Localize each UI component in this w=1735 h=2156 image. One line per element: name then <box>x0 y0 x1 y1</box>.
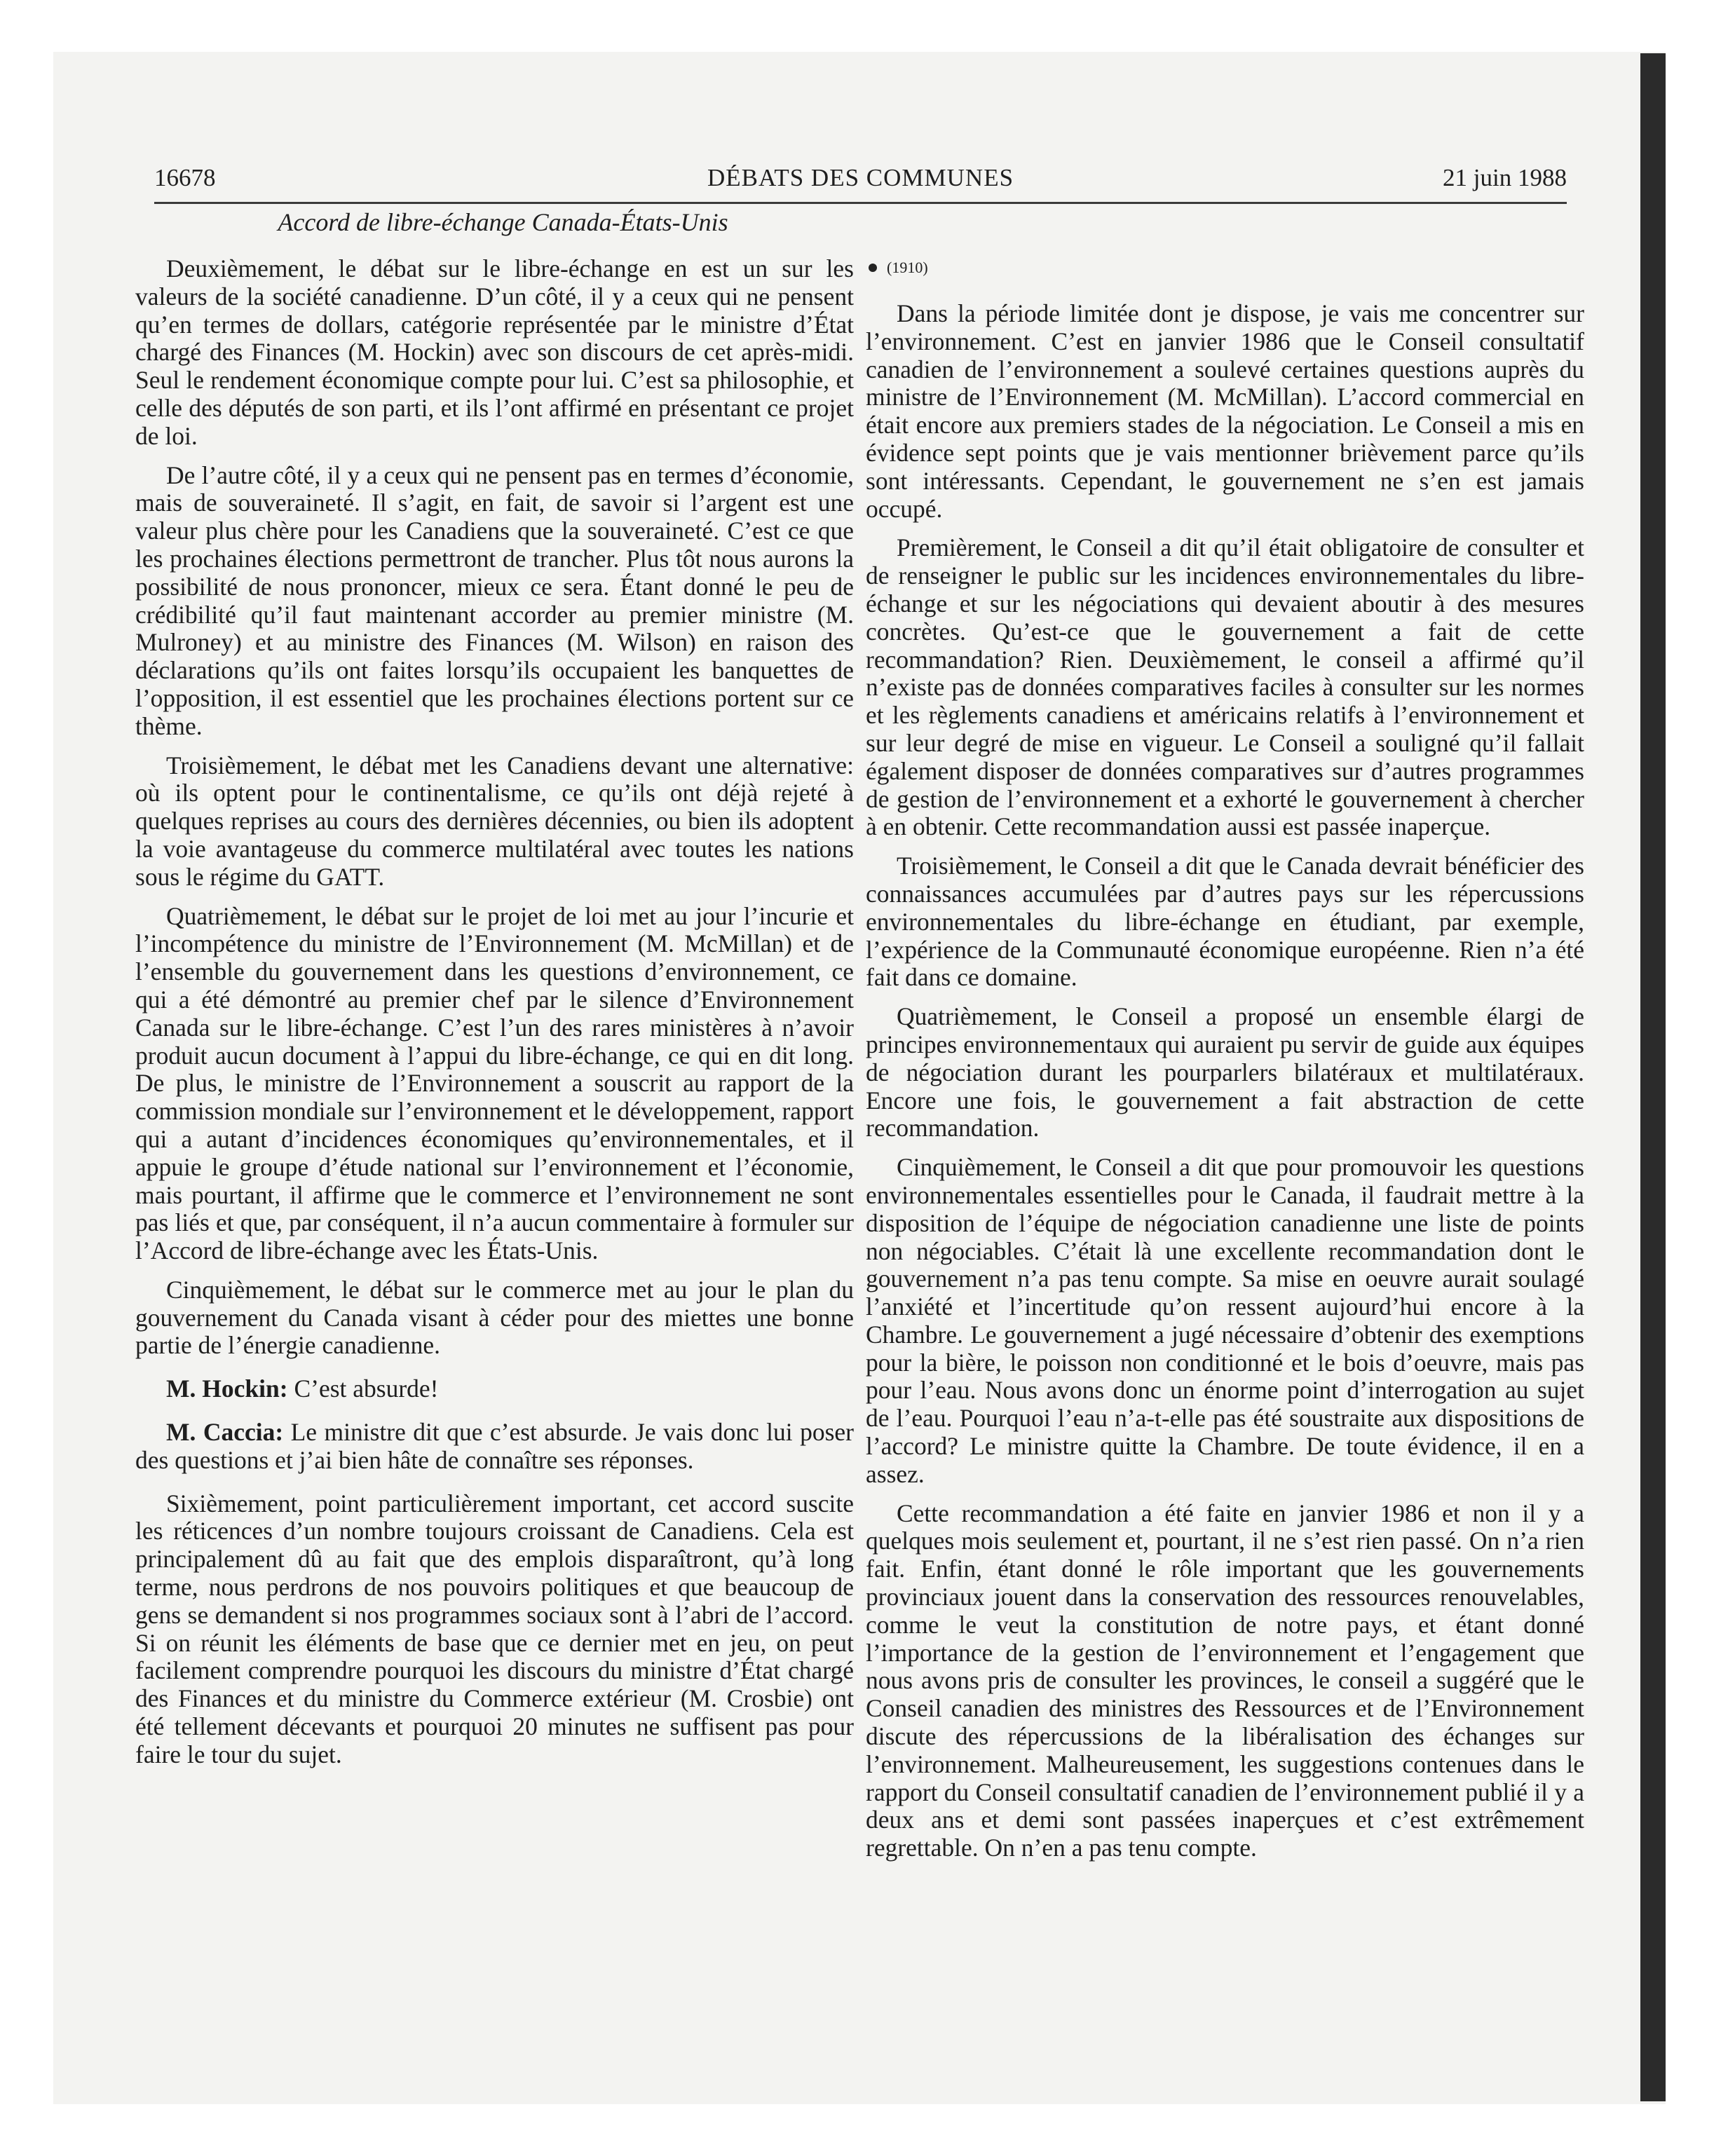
paragraph: Deuxièmement, le débat sur le libre-échange en est un sur les valeurs de la société canadienne. D’un côté, il y a ceux qui ne pensent qu’en termes de dollars, catégorie représentée par le ministre d’État chargé des Finances (M. Hockin) avec son discours de cet après-midi. Seul le rendement économique compte pour lui. C’est sa philosophie, et celle des députés de son parti, et ils l’ont affirmé en présentant ce projet de loi. <box>135 254 854 450</box>
journal-title: DÉBATS DES COMMUNES <box>707 164 1014 191</box>
paragraph: Cette recommandation a été faite en janvier 1986 et non il y a quelques mois seulement et, pourtant, il ne s’est rien passé. On n’a rien fait. Enfin, étant donné le rôle important que les gouvernements provinciaux jouent dans la conservation des ressources renouvelables, comme le veut la constitution de notre pays, et étant donné l’importance de la gestion de l’environnement et l’engagement que nous avons pris de consulter les provinces, le conseil a suggéré que le Conseil canadien des ministres des Ressources et de l’Environnement discute des répercussions de la libéralisation des échanges sur l’environnement. Malheureusement, les suggestions contenues dans le rapport du Conseil consultatif canadien de l’environnement publié il y a deux ans et demi sont passées inaperçues et c’est extrêmement regrettable. On n’en a pas tenu compte. <box>866 1499 1584 1862</box>
page-header <box>154 160 1567 204</box>
timestamp-marker <box>866 254 1584 282</box>
paragraph: De l’autre côté, il y a ceux qui ne pensent pas en termes d’économie, mais de souveraineté. Il s’agit, en fait, de savoir si l’argent est une valeur plus chère pour les Canadiens que la souveraineté. C’est ce que les prochaines élections permettront de trancher. Plus tôt nous aurons la possibilité de nous prononcer, mieux ce sera. Étant donné le peu de crédibilité qu’il faut maintenant accorder au premier ministre (M. Mulroney) et au ministre des Finances (M. Wilson) en raison des déclarations qu’ils ont faites lorsqu’ils occupaient les banquettes de l’opposition, il est essentiel que les prochaines élections portent sur ce thème. <box>135 460 854 740</box>
paragraph: Sixièmement, point particulièrement important, cet accord suscite les réticences d’un nombre toujours croissant de Canadiens. Cela est principalement dû au fait que des emplois disparaîtront, qu’à long terme, nous perdrons de nos pouvoirs politiques et que beaucoup de gens se demandent si nos programmes sociaux sont à l’abri de l’accord. Si on réunit les éléments de base que ce dernier met en jeu, on peut facilement comprendre pourquoi les discours du ministre d’État chargé des Finances et du ministre du Commerce extérieur (M. Crosbie) ont été tellement décevants et pourquoi 20 minutes ne suffisent pas pour faire le tour du sujet. <box>135 1489 854 1768</box>
scan-binding-edge <box>1640 53 1666 2101</box>
paragraph: Premièrement, le Conseil a dit qu’il était obligatoire de consulter et de renseigner le public sur les incidences environnementales du libre-échange et sur les négociations qui devaient aboutir à des mesures concrètes. Qu’est-ce que le gouvernement a fait de cette recommandation? Rien. Deuxièmement, le conseil a affirmé qu’il n’existe pas de données comparatives faciles à consulter sur les normes et les règlements canadiens et américains relatifs à l’environnement et sur leur degré de mise en vigueur. Le Conseil a souligné qu’il fallait également disposer de données comparatives sur d’autres programmes de gestion de l’environnement et a exhorté le gouvernement à chercher à en obtenir. Cette recommandation aussi est passée inaperçue. <box>866 533 1584 841</box>
page-date: 21 juin 1988 <box>1443 164 1567 191</box>
speaker-statement <box>135 1419 854 1475</box>
paragraph: Quatrièmement, le débat sur le projet de loi met au jour l’incurie et l’incompétence du ministre de l’Environnement (M. McMillan) et de l’ensemble du gouvernement dans les questions d’environnement, ce qui a été démontré au premier chef par le silence d’Environnement Canada sur le libre-échange. C’est l’un des rares ministères à n’avoir produit aucun document à l’appui du libre-échange, ce qui en dit long. De plus, le ministre de l’Environnement a souscrit au rapport de la commission mondiale sur l’environnement et le développement, rapport qui a autant d’incidences économiques qu’environnementales, et il appuie le groupe d’étude national sur l’environnement et l’économie, mais pourtant, il affirme que le commerce et l’environnement ne sont pas liés et que, par conséquent, il n’a aucun commentaire à formuler sur l’Accord de libre-échange avec les États-Unis. <box>135 901 854 1265</box>
speaker-text: C’est absurde! <box>287 1374 439 1403</box>
right-column <box>866 254 1584 1874</box>
bullet-icon <box>869 264 877 272</box>
speaker-statement <box>135 1375 854 1403</box>
paragraph: Cinquièmement, le débat sur le commerce met au jour le plan du gouvernement du Canada visant à céder pour des miettes une bonne partie de l’énergie canadienne. <box>135 1275 854 1360</box>
speaker-name: M. Caccia: <box>166 1418 284 1447</box>
speaker-text: Le ministre dit que c’est absurde. Je vais donc lui poser des questions et j’ai bien hâte de connaître ses réponses. <box>135 1418 854 1474</box>
paragraph: Troisièmement, le Conseil a dit que le Canada devrait bénéficier des connaissances accumulées par d’autres pays sur les répercussions environnementales du libre-échange en étudiant, par exemple, l’expérience de la Communauté économique européenne. Rien n’a été fait dans ce domaine. <box>866 852 1584 992</box>
left-column <box>135 255 854 1780</box>
paragraph: Quatrièmement, le Conseil a proposé un ensemble élargi de principes environnementaux qui auraient pu servir de guide aux équipes de négociation durant les pourparlers bilatéraux et multilatéraux. Encore une fois, le gouvernement a fait abstraction de cette recommandation. <box>866 1002 1584 1142</box>
page-number: 16678 <box>154 164 216 191</box>
paragraph: Cinquièmement, le Conseil a dit que pour promouvoir les questions environnementales essentielles pour le Canada, il faudrait mettre à la disposition de l’équipe de négociation canadienne une liste de points non négociables. C’était là une excellente recommandation dont le gouvernement n’a pas tenu compte. Sa mise en oeuvre aurait soulagé l’anxiété et l’incertitude qu’on ressent aujourd’hui encore à la Chambre. Le gouvernement a jugé nécessaire d’obtenir des exemptions pour la bière, le poisson non conditionné et le bois d’oeuvre, mais pas pour l’eau. Nous avons donc un énorme point d’interrogation au sujet de l’eau. Pourquoi l’eau n’a-t-elle pas été soustraite aux dispositions de l’accord? Le ministre quitte la Chambre. De toute évidence, il en a assez. <box>866 1153 1584 1488</box>
section-subtitle: Accord de libre-échange Canada-États-Unis <box>278 208 728 236</box>
paragraph: Troisièmement, le débat met les Canadiens devant une alternative: où ils optent pour le continentalisme, ce qu’ils ont déjà rejeté à quelques reprises au cours des dernières décennies, ou bien ils adoptent la voie avantageuse du commerce multilatéral avec toutes les nations sous le régime du GATT. <box>135 751 854 891</box>
paragraph: Dans la période limitée dont je dispose, je vais me concentrer sur l’environnement. C’est en janvier 1986 que le Conseil consultatif canadien de l’environnement a soulevé certaines questions auprès du ministre de l’Environnement (M. McMillan). L’accord commercial en était encore aux premiers stades de la négociation. Le Conseil a mis en évidence sept points que je vais mentionner brièvement parce qu’ils sont intéressants. Cependant, le gouvernement ne s’en est jamais occupé. <box>866 299 1584 523</box>
timestamp: (1910) <box>887 259 928 276</box>
speaker-name: M. Hockin: <box>166 1374 288 1403</box>
